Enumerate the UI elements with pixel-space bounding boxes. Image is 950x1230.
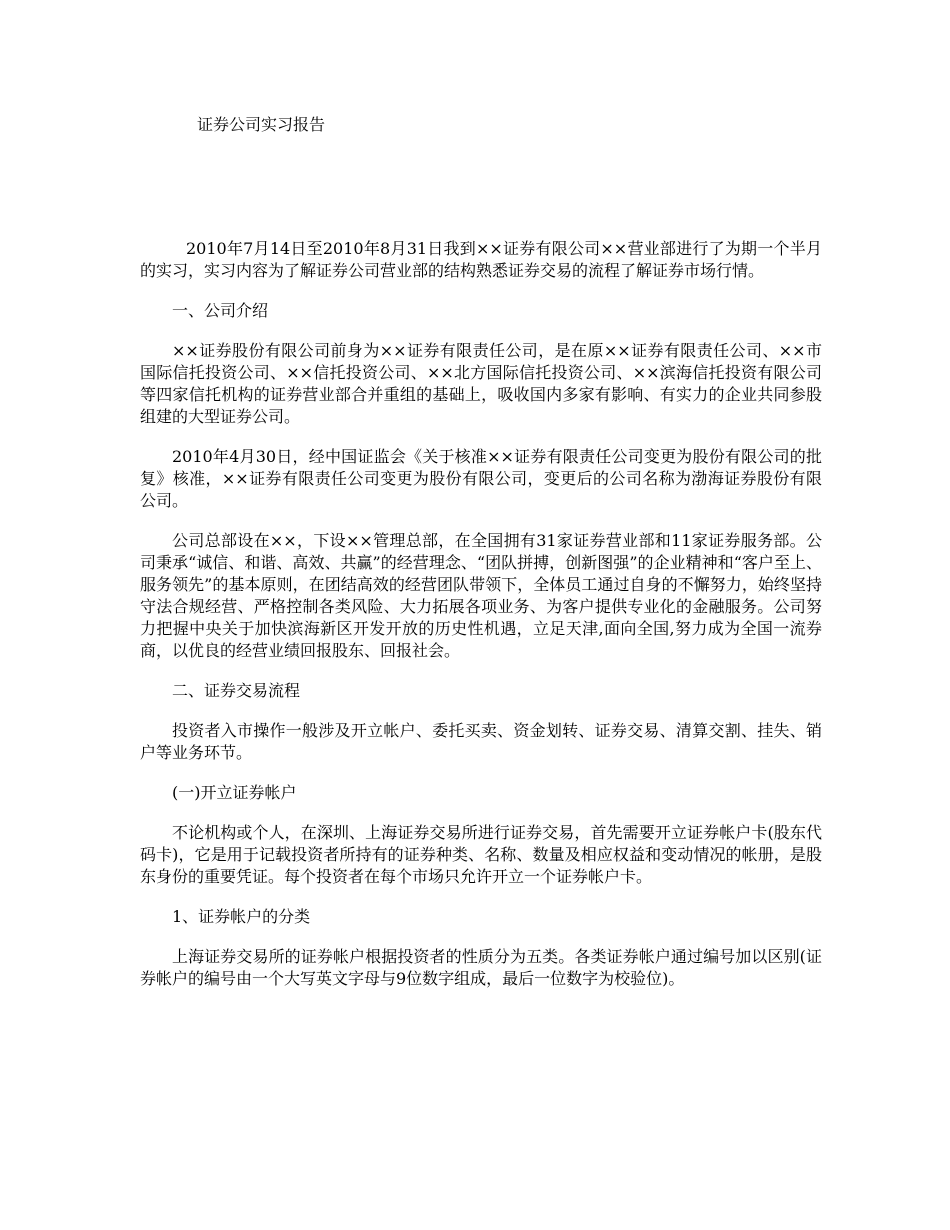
section-heading-company-intro: 一、公司介绍 [172,301,269,320]
paragraph-company-history: ××证券股份有限公司前身为××证券有限责任公司，是在原××证券有限责任公司、××市国际信托投资公司、××信托投资公司、××北方国际信托投资公司、××滨海信托投资有限公司等四家信托机构的证券营业部合并重组的基础上，吸收国内多家有影响、有实力的企业共同参股组建的大型证券公司。 [140,341,822,426]
paragraph-company-approval: 2010年4月30日，经中国证监会《关于核准××证券有限责任公司变更为股份有限公司的批复》核准，××证券有限责任公司变更为股份有限公司，变更后的公司名称为渤海证券股份有限公司。 [140,447,822,510]
paragraph-trading-steps: 投资者入市操作一般涉及开立帐户、委托买卖、资金划转、证券交易、清算交割、挂失、销户等业务环节。 [140,721,822,762]
paragraph-company-overview: 公司总部设在××，下设××管理总部，在全国拥有31家证券营业部和11家证券服务部。公司秉承“诚信、和谐、高效、共赢”的经营理念、“团队拼搏，创新图强”的企业精神和“客户至上、服务领先”的基本原则，在团结高效的经营团队带领下，全体员工通过自身的不懈努力，始终坚持守法合规经营、严格控制各类风险、大力拓展各项业务、为客户提供专业化的金融服务。公司努力把握中央关于加快滨海新区开发开放的历史性机遇，立足天津,面向全国,努力成为全国一流券商，以优良的经营业绩回报股东、回报社会。 [140,531,822,660]
section-heading-trading-process: 二、证券交易流程 [172,681,301,700]
document-body [140,238,822,1008]
paragraph-open-account: 不论机构或个人，在深圳、上海证券交易所进行证券交易，首先需要开立证券帐户卡(股东代码卡)，它是用于记载投资者所持有的证券种类、名称、数量及相应权益和变动情况的帐册，是股东身份的重要凭证。每个投资者在每个市场只允许开立一个证券帐户卡。 [140,823,822,886]
document-title: 证券公司实习报告 [197,115,326,134]
paragraph-account-types: 上海证券交易所的证券帐户根据投资者的性质分为五类。各类证券帐户通过编号加以区别(证券帐户的编号由一个大写英文字母与9位数字组成，最后一位数字为校验位)。 [140,947,822,988]
intro-paragraph: 2010年7月14日至2010年8月31日我到××证券有限公司××营业部进行了为期一个半月的实习，实习内容为了解证券公司营业部的结构熟悉证券交易的流程了解证券市场行情。 [140,239,822,280]
subsection-heading-account-types: 1、证券帐户的分类 [172,907,311,926]
subsection-heading-open-account: (一)开立证券帐户 [172,783,297,802]
